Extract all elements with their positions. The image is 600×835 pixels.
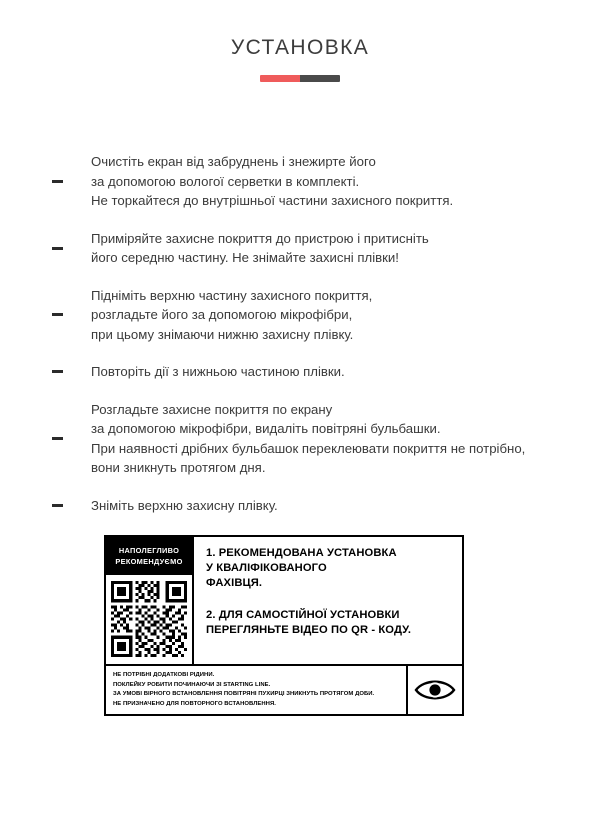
step-text-line: за допомогою мікрофібри, видаліть повітряні бульбашки.: [91, 421, 441, 436]
step-text-line: Розгладьте захисне покриття по екрану: [91, 401, 333, 417]
card-instructions: [194, 537, 462, 664]
card-item-2: [206, 608, 452, 638]
installation-step: [52, 496, 572, 516]
card-item-1-line: У КВАЛІФІКОВАНОГО: [206, 562, 327, 574]
card-item-1-line: 1. РЕКОМЕНДОВАНА УСТАНОВКА: [206, 547, 397, 559]
installation-step: [52, 362, 572, 382]
title-divider-left-segment: [260, 75, 300, 82]
card-top-section: [106, 537, 462, 666]
step-text-line: При наявності дрібних бульбашок переклеювати покриття не потрібно,: [91, 440, 526, 456]
step-bullet-dash: [52, 437, 63, 440]
qr-code[interactable]: [106, 575, 192, 664]
step-bullet-dash: [52, 504, 63, 507]
fineprint-line: ЗА УМОВІ ВІРНОГО ВСТАНОВЛЕННЯ ПОВІТРЯНІ ПУХИРЦІ ЗНИКНУТЬ ПРОТЯГОМ ДОБИ.: [113, 691, 375, 698]
card-item-2-line: ПЕРЕГЛЯНЬТЕ ВІДЕО ПО QR - КОДУ.: [206, 624, 412, 636]
installation-step: [52, 229, 572, 268]
step-text-line: розгладьте його за допомогою мікрофібри,: [91, 307, 353, 322]
card-item-2-line: 2. ДЛЯ САМОСТІЙНОЇ УСТАНОВКИ: [206, 609, 400, 621]
badge-line: РЕКОМЕНДУЄМО: [115, 557, 183, 566]
card-item-1: [206, 546, 452, 591]
recommendation-label-card: [104, 535, 464, 716]
step-text: [91, 400, 572, 478]
step-text: [91, 496, 572, 516]
title-divider-right-segment: [300, 75, 340, 82]
step-bullet-dash: [52, 370, 63, 373]
badge-line: НАПОЛЕГЛИВО: [118, 546, 180, 555]
step-text: [91, 152, 572, 211]
step-bullet-dash: [52, 313, 63, 316]
card-item-1-line: ФАХІВЦЯ.: [206, 577, 263, 589]
step-text-line: Повторіть дії з нижньою частиною плівки.: [91, 364, 345, 379]
page-title: УСТАНОВКА: [230, 36, 370, 59]
installation-step: [52, 152, 572, 211]
strongly-recommend-badge: [106, 537, 192, 575]
card-left-column: [106, 537, 194, 664]
card-bottom-section: [106, 666, 462, 714]
title-divider: [260, 75, 340, 82]
installation-step: [52, 286, 572, 345]
installation-step: [52, 400, 572, 478]
step-text: [91, 362, 572, 382]
fineprint-line: НЕ ПОТРІБНІ ДОДАТКОВІ РІДИНИ.: [113, 672, 215, 678]
installation-steps-list: [52, 152, 572, 533]
step-text: [91, 229, 572, 268]
step-text-line: вони зникнуть протягом дня.: [91, 460, 266, 475]
step-text-line: Підніміть верхню частину захисного покриття,: [91, 287, 373, 303]
fineprint-line: ПОКЛЕЙКУ РОБИТИ ПОЧИНАЮЧИ ЗІ STARTING LINE.: [113, 681, 271, 688]
step-bullet-dash: [52, 180, 63, 183]
step-text-line: Зніміть верхню захисну плівку.: [91, 497, 278, 513]
step-text-line: його середню частину. Не знімайте захисні плівки!: [91, 250, 399, 265]
step-text: [91, 286, 572, 345]
step-text-line: Очистіть екран від забруднень і знежирте його: [91, 154, 376, 169]
fineprint-line: НЕ ПРИЗНАЧЕНО ДЛЯ ПОВТОРНОГО ВСТАНОВЛЕННЯ.: [113, 700, 276, 707]
step-text-line: при цьому знімаючи нижню захисну плівку.: [91, 326, 354, 342]
step-bullet-dash: [52, 247, 63, 250]
step-text-line: Не торкайтеся до внутрішньої частини захисного покриття.: [91, 193, 454, 208]
card-fineprint: [106, 666, 408, 714]
step-text-line: за допомогою вологої серветки в комплекті.: [91, 173, 360, 189]
eye-icon: [408, 666, 462, 714]
step-text-line: Приміряйте захисне покриття до пристрою і притисніть: [91, 230, 429, 246]
